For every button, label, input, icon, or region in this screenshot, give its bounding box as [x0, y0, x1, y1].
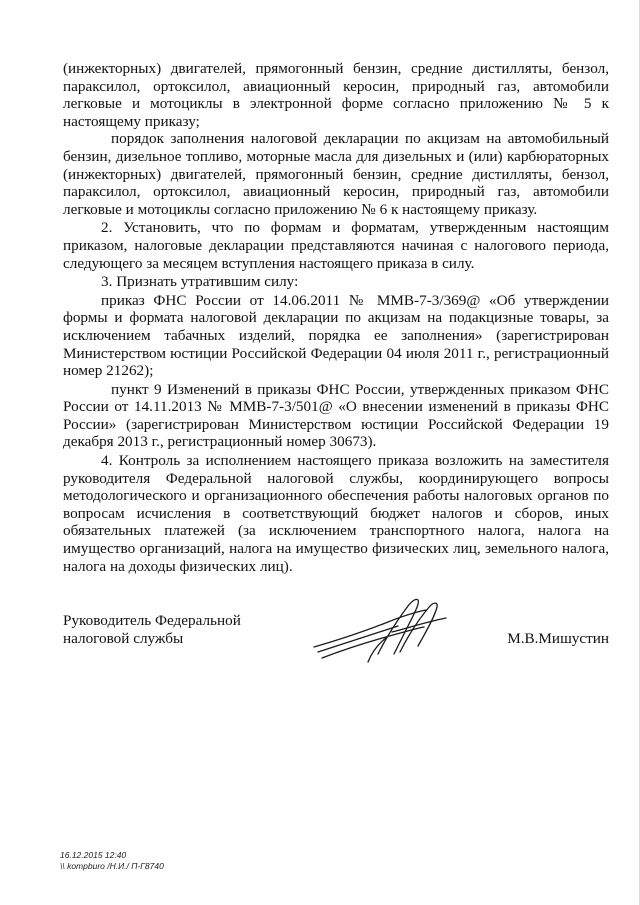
signatory-title-line-1: Руководитель Федеральной [63, 612, 241, 629]
paragraph-revoked-order: приказ ФНС России от 14.06.2011 № ММВ-7-3/369@ «Об утверждении формы и формата налоговой декларации по акцизам на подакцизные товары, за исключением табачных изделий, порядка ее заполнения» (зарегистрирован Министерством юстиции Российской Федерации 04 июля 2011 г., регистрационный номер 21262); [63, 291, 609, 380]
handwritten-signature-icon [308, 592, 458, 672]
paragraph-revoked-clause: пункт 9 Изменений в приказы ФНС России, утвержденных приказом ФНС России от 14.11.2013 № ММВ-7-3/501@ «О внесении изменений в приказы ФНС России» (зарегистрирован Министерством юстиции Российской Федерации 19 декабря 2013 г., регистрационный номер 30673). [63, 380, 609, 451]
document-body [63, 60, 609, 575]
paragraph-appendix-6: порядок заполнения налоговой декларации по акцизам на автомобильный бензин, дизельное топливо, моторные масла для дизельных и (или) карбюраторных (инжекторных) двигателей, прямогонный бензин, средние дистилляты, бензол, параксилол, ортоксилол, авиационный керосин, природный газ, автомобили легковые и мотоциклы согласно приложению № 6 к настоящему приказу. [63, 130, 609, 218]
signature-block [63, 612, 609, 672]
paragraph-item-3: 3. Признать утратившим силу: [101, 273, 299, 291]
signatory-name: М.В.Мишустин [507, 630, 609, 647]
footer-timestamp: 16.12.2015 12:40 [60, 850, 127, 860]
signatory-title-line-2: налоговой службы [63, 630, 184, 647]
footer-file-path: \\ kompburo /Н.И./ П-Г8740 [60, 861, 164, 871]
paragraph-item-2: 2. Установить, что по формам и форматам, утвержденным настоящим приказом, налоговые декларации представляются начиная с налогового периода, следующего за месяцем вступления настоящего приказа в силу. [63, 219, 609, 272]
paragraph-appendix-5: (инжекторных) двигателей, прямогонный бензин, средние дистилляты, бензол, параксилол, ортоксилол, авиационный керосин, природный газ, автомобили легковые и мотоциклы в электронной форме согласно приложению № 5 к настоящему приказу; [63, 60, 609, 130]
signatory-title [63, 612, 241, 648]
document-footer [60, 850, 164, 872]
paragraph-item-4: 4. Контроль за исполнением настоящего приказа возложить на заместителя руководителя Федеральной налоговой службы, координирующего вопросы методологического и организационного обеспечения работы налоговых органов по вопросам исчисления в соответствующий бюджет налогов и сборов, иных обязательных платежей (за исключением транспортного налога, налога на имущество организаций, налога на имущество физических лиц, земельного налога, налога на доходы физических лиц). [63, 452, 609, 575]
